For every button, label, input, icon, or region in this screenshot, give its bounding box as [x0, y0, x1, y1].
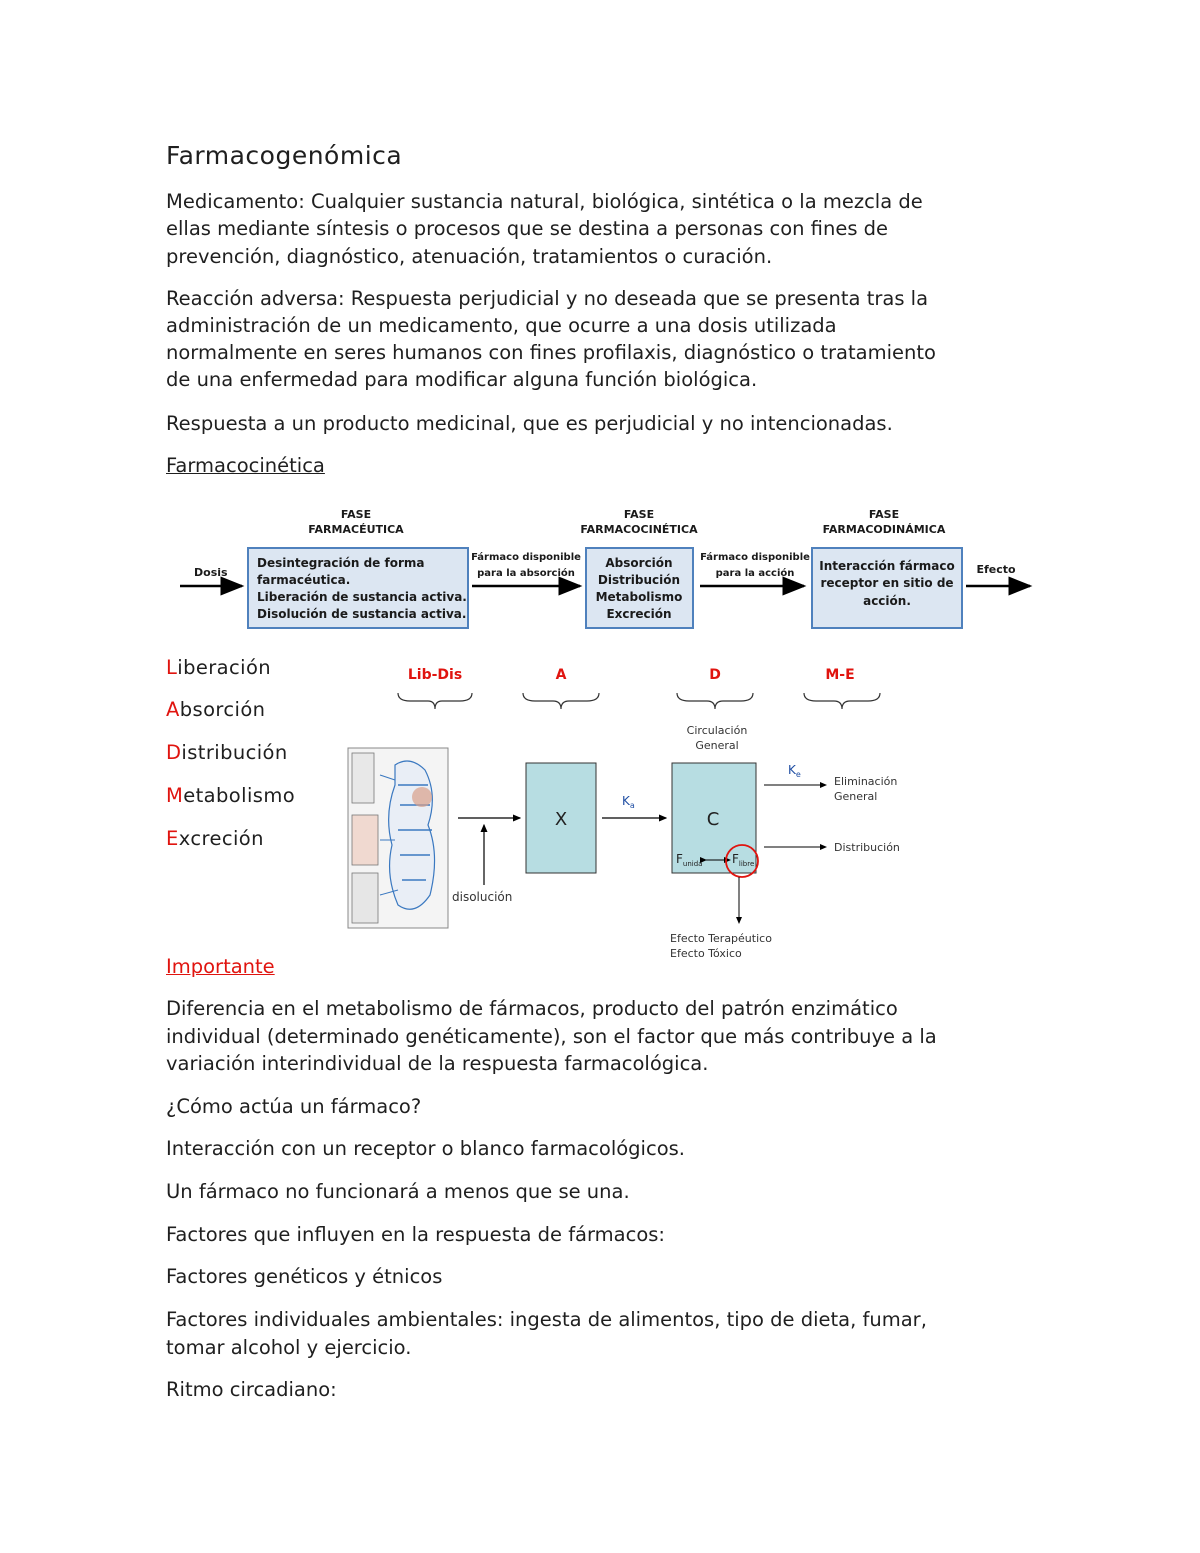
- dosis-label: Dosis: [194, 566, 228, 579]
- distribucion-label: Distribución: [834, 841, 900, 854]
- paragraph-no-funcionara: Un fármaco no funcionará a menos que se una.: [166, 1180, 630, 1203]
- ladme-rest: istribución: [181, 741, 288, 764]
- ladme-letter: E: [166, 827, 179, 850]
- paragraph-factores-individuales-line-2: tomar alcohol y ejercicio.: [166, 1336, 412, 1359]
- label-d: D: [709, 667, 721, 683]
- phase3-line-3: acción.: [863, 594, 911, 608]
- label-m-e: M-E: [825, 667, 855, 683]
- arrow2-label-1: Fármaco disponible: [700, 552, 810, 563]
- label-a: A: [555, 667, 567, 683]
- phase3-title-2: FARMACODINÁMICA: [822, 523, 946, 536]
- ka-label: $K_a$: [622, 794, 635, 810]
- paragraph-medicamento-line-1: Medicamento: Cualquier sustancia natural, biológica, sintética o la mezcla de: [166, 190, 923, 213]
- phase2-title-2: FARMACOCINÉTICA: [580, 523, 698, 536]
- paragraph-reaccion-line-2: administración de un medicamento, que ocurre a una dosis utilizada: [166, 314, 837, 337]
- paragraph-como-actua: ¿Cómo actúa un fármaco?: [166, 1095, 422, 1118]
- brace-m-e: [804, 693, 880, 709]
- disolucion-label: disolución: [452, 890, 513, 904]
- paragraph-diferencia-line-2: individual (determinado genéticamente), son el factor que más contribuye a la: [166, 1025, 937, 1048]
- phase1-line-2: farmacéutica.: [257, 573, 351, 587]
- phase1-line-4: Disolución de sustancia activa.: [257, 607, 467, 621]
- phase1-title-2: FARMACÉUTICA: [308, 523, 404, 536]
- ladme-letter: A: [166, 698, 180, 721]
- f-libre-label: $F_{libre}$: [732, 852, 755, 868]
- heading-importante: Importante: [166, 955, 275, 978]
- eliminacion-line-1: Eliminación: [834, 775, 898, 788]
- phase3-title-1: FASE: [868, 508, 900, 521]
- ladme-letter: M: [166, 784, 184, 807]
- ke-label: $K_e$: [788, 763, 801, 779]
- phase3-line-1: Interacción fármaco: [819, 559, 955, 573]
- ladme-item-distribucion: [166, 739, 288, 766]
- ladme-rest: bsorción: [179, 698, 266, 721]
- arrow2-label-2: para la acción: [715, 568, 795, 579]
- brace-d: [677, 693, 753, 709]
- eliminacion-line-2: General: [834, 790, 878, 803]
- ladme-rest: iberación: [177, 656, 272, 679]
- heading-farmacocinetica: Farmacocinética: [166, 454, 325, 477]
- phases-diagram: [170, 500, 1040, 640]
- paragraph-diferencia-line-1: Diferencia en el metabolismo de fármacos, producto del patrón enzimático: [166, 997, 898, 1020]
- phase2-line-2: Distribución: [597, 573, 681, 587]
- box-c-label: C: [706, 809, 720, 830]
- phase3-line-2: receptor en sitio de: [820, 576, 954, 590]
- ladme-letter: L: [166, 656, 178, 679]
- paragraph-interaccion: Interacción con un receptor o blanco farmacológicos.: [166, 1137, 685, 1160]
- phase2-line-4: Excreción: [606, 607, 672, 621]
- flow-diagram: [340, 655, 920, 965]
- paragraph-factores-intro: Factores que influyen en la respuesta de fármacos:: [166, 1223, 666, 1246]
- phase2-title-1: FASE: [623, 508, 655, 521]
- paragraph-respuesta: Respuesta a un producto medicinal, que es perjudicial y no intencionadas.: [166, 412, 893, 435]
- phase1-line-3: Liberación de sustancia activa.: [257, 590, 467, 604]
- paragraph-factores-individuales-line-1: Factores individuales ambientales: ingesta de alimentos, tipo de dieta, fumar,: [166, 1308, 927, 1331]
- ladme-letter: D: [166, 741, 182, 764]
- paragraph-reaccion-line-1: Reacción adversa: Respuesta perjudicial y no deseada que se presenta tras la: [166, 287, 929, 310]
- label-lib-dis: Lib-Dis: [407, 667, 463, 683]
- box-x-label: X: [554, 809, 568, 830]
- ladme-item-excrecion: [166, 825, 264, 852]
- paragraph-medicamento-line-3: prevención, diagnóstico, atenuación, tratamientos o curación.: [166, 245, 773, 268]
- paragraph-factores-geneticos: Factores genéticos y étnicos: [166, 1265, 443, 1288]
- paragraph-diferencia-line-3: variación interindividual de la respuesta farmacológica.: [166, 1052, 709, 1075]
- anatomy-illustration: [348, 748, 448, 928]
- circulacion-line-2: General: [695, 739, 739, 752]
- phase2-line-3: Metabolismo: [595, 590, 683, 604]
- ladme-item-absorcion: [166, 696, 265, 723]
- ladme-rest: xcreción: [178, 827, 264, 850]
- phase1-title-1: FASE: [340, 508, 372, 521]
- efecto-line-2: Efecto Tóxico: [670, 947, 742, 960]
- paragraph-reaccion-line-4: de una enfermedad para modificar alguna función biológica.: [166, 368, 758, 391]
- ladme-item-liberacion: [166, 654, 271, 681]
- paragraph-ritmo: Ritmo circadiano:: [166, 1378, 337, 1401]
- efecto-line-1: Efecto Terapéutico: [670, 932, 772, 945]
- page-title: Farmacogenómica: [166, 141, 403, 170]
- brace-lib-dis: [398, 693, 472, 709]
- arrow1-label-1: Fármaco disponible: [471, 552, 581, 563]
- arrow1-label-2: para la absorción: [477, 568, 575, 579]
- phase1-line-1: Desintegración de forma: [257, 556, 425, 570]
- brace-a: [523, 693, 599, 709]
- circulacion-line-1: Circulación: [686, 724, 748, 737]
- efecto-label: Efecto: [976, 563, 1016, 576]
- phase2-line-1: Absorción: [605, 556, 673, 570]
- f-unido-label: $F_{unida}$: [676, 852, 703, 868]
- paragraph-medicamento-line-2: ellas mediante síntesis o procesos que se destina a personas con fines de: [166, 217, 889, 240]
- ladme-item-metabolismo: [166, 782, 295, 809]
- paragraph-reaccion-line-3: normalmente en seres humanos con fines profilaxis, diagnóstico o tratamiento: [166, 341, 936, 364]
- ladme-rest: etabolismo: [183, 784, 296, 807]
